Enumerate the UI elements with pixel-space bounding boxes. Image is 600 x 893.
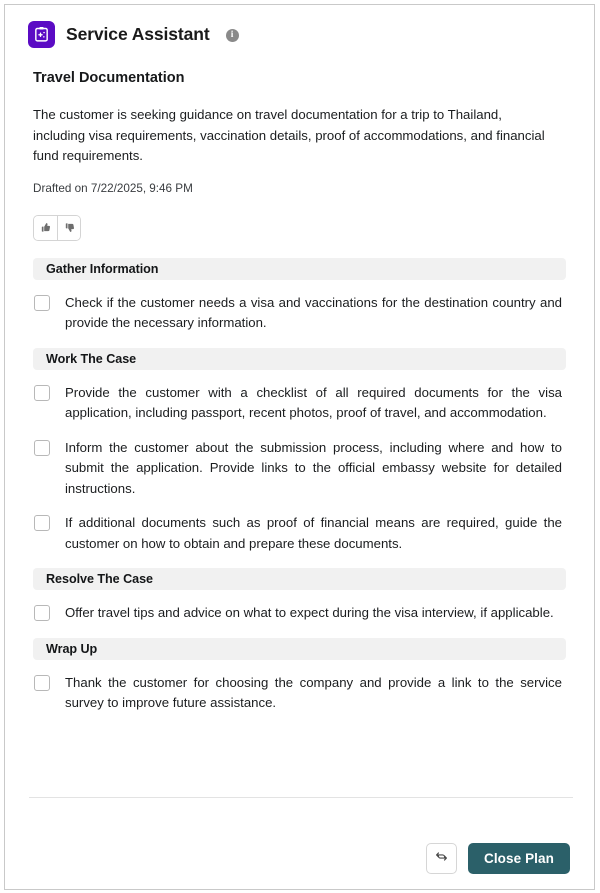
task-row — [33, 603, 566, 624]
close-plan-button[interactable]: Close Plan — [468, 843, 570, 874]
clipboard-sparkle-icon — [28, 21, 55, 48]
summary-text: The customer is seeking guidance on travel documentation for a trip to Thailand, including visa requirements, vaccination details, proof of accommodations, and financial fund requirements. — [33, 107, 545, 163]
thumbs-up-button[interactable] — [34, 216, 57, 240]
panel-card — [4, 4, 595, 890]
task-checkbox[interactable] — [34, 295, 50, 311]
task-label: Thank the customer for choosing the company and provide a link to the service survey to improve future assistance. — [65, 674, 562, 710]
summary-title: Travel Documentation — [33, 70, 185, 86]
page-title: Service Assistant — [66, 24, 210, 44]
task-checkbox[interactable] — [34, 385, 50, 401]
task-label: Provide the customer with a checklist of all required documents for the visa application, including passport, recent photos, proof of travel, and accommodation. — [65, 384, 562, 420]
feedback-button-group — [33, 215, 81, 241]
drafted-timestamp: Drafted on 7/22/2025, 9:46 PM — [33, 181, 193, 195]
section-heading: Wrap Up — [33, 638, 566, 660]
task-label: Offer travel tips and advice on what to expect during the visa interview, if applicable. — [65, 605, 554, 620]
task-row — [33, 513, 566, 554]
task-row — [33, 293, 566, 334]
task-label: If additional documents such as proof of financial means are required, guide the customer on how to obtain and prepare these documents. — [65, 515, 562, 551]
thumbs-down-icon — [63, 221, 76, 234]
action-plan — [33, 258, 566, 714]
info-icon[interactable]: i — [226, 29, 239, 42]
task-row — [33, 438, 566, 500]
task-checkbox[interactable] — [34, 605, 50, 621]
footer-divider — [29, 797, 573, 798]
task-checkbox[interactable] — [34, 675, 50, 691]
task-row — [33, 673, 566, 714]
task-checkbox[interactable] — [34, 440, 50, 456]
task-row — [33, 383, 566, 424]
refresh-button[interactable] — [426, 843, 457, 874]
thumbs-up-icon — [39, 221, 52, 234]
section-heading: Work The Case — [33, 348, 566, 370]
task-label: Check if the customer needs a visa and vaccinations for the destination country and provide the necessary information. — [65, 294, 562, 330]
panel-body — [5, 70, 594, 714]
section-heading: Gather Information — [33, 258, 566, 280]
task-checkbox[interactable] — [34, 515, 50, 531]
refresh-icon — [434, 849, 449, 869]
thumbs-down-button[interactable] — [57, 216, 80, 240]
task-label: Inform the customer about the submission process, including where and how to submit the application. Provide links to the official embassy website for detailed instructions. — [65, 439, 562, 496]
panel-footer — [5, 843, 594, 874]
section-heading: Resolve The Case — [33, 568, 566, 590]
panel-header — [5, 5, 594, 48]
